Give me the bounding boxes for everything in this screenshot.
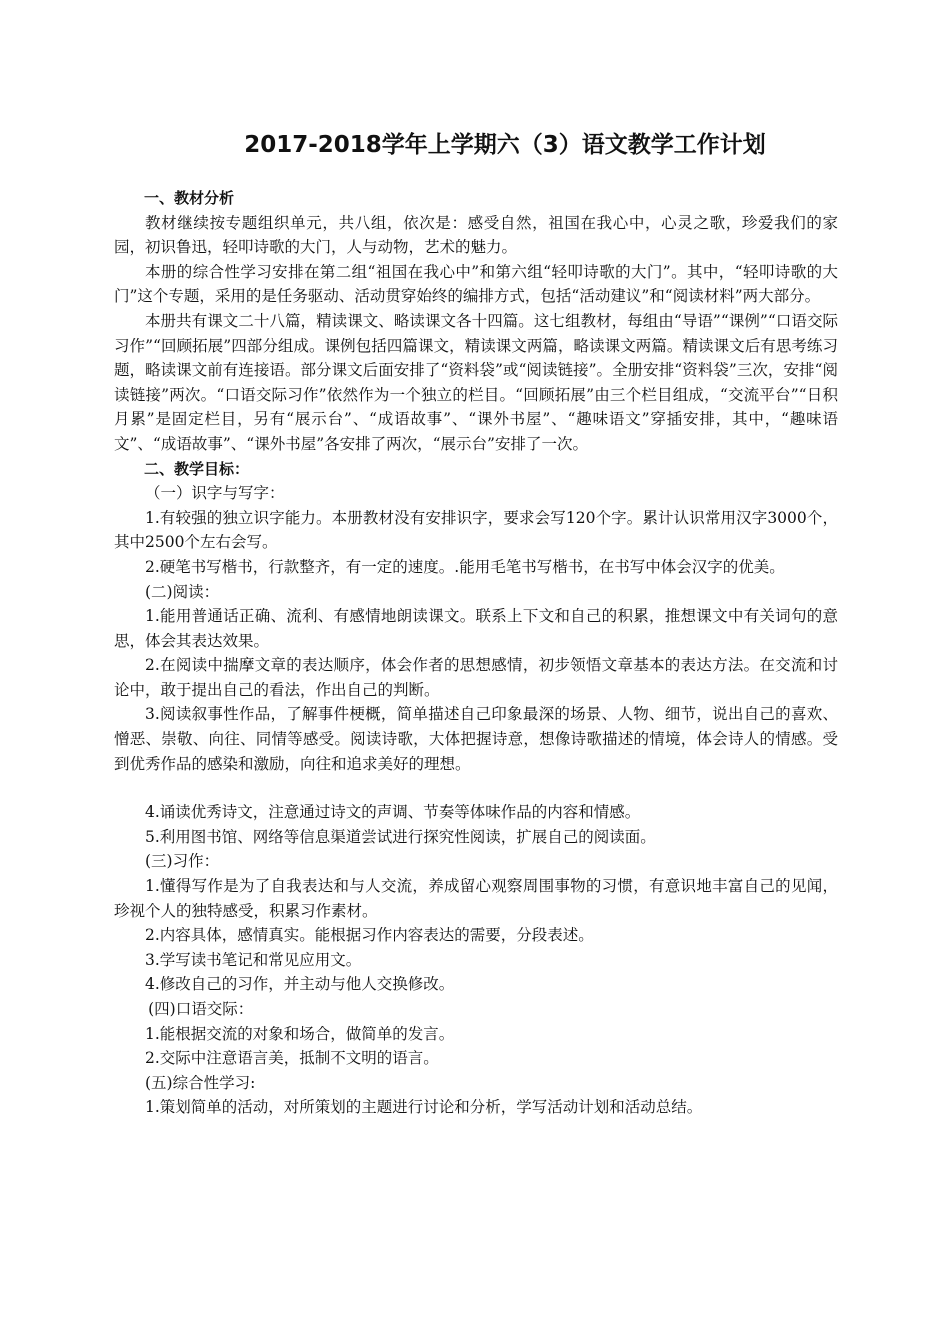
list-item: 1.懂得写作是为了自我表达和与人交流，养成留心观察周围事物的习惯，有意识地丰富自己的见闻，珍视个人的独特感受，积累习作素材。 bbox=[114, 877, 838, 920]
list-item: 2.在阅读中揣摩文章的表达顺序，体会作者的思想感情，初步领悟文章基本的表达方法。在交流和讨论中，敢于提出自己的看法，作出自己的判断。 bbox=[114, 656, 838, 699]
page-title: 2017-2018学年上学期六（3）语文教学工作计划 bbox=[244, 132, 766, 158]
subheading-literacy: （一）识字与写字： bbox=[145, 484, 285, 503]
list-item: 3.阅读叙事性作品，了解事件梗概，简单描述自己印象最深的场景、人物、细节，说出自己的喜欢、憎恶、崇敬、向往、同情等感受。阅读诗歌，大体把握诗意，想像诗歌描述的情境，体会诗人的情感。受到优秀作品的感染和激励，向往和追求美好的理想。 bbox=[114, 705, 838, 773]
subheading-oral: (四)口语交际： bbox=[148, 1000, 254, 1018]
list-item: 1.能根据交流的对象和场合，做简单的发言。 bbox=[145, 1024, 455, 1043]
list-item: 1.有较强的独立识字能力。本册教材没有安排识字，要求会写120个字。累计认识常用汉字3000个，其中2500个左右会写。 bbox=[114, 508, 838, 552]
list-item: 3.学写读书笔记和常见应用文。 bbox=[145, 950, 362, 969]
list-item: 4.修改自己的习作，并主动与他人交换修改。 bbox=[145, 975, 455, 994]
list-item: 4.诵读优秀诗文，注意通过诗文的声调、节奏等体味作品的内容和情感。 bbox=[145, 803, 641, 822]
subheading-reading: (二)阅读： bbox=[145, 582, 220, 601]
document-body bbox=[114, 186, 838, 1120]
list-item: 2.内容具体，感情真实。能根据习作内容表达的需要，分段表述。 bbox=[145, 926, 594, 945]
section-heading-goals: 二、教学目标： bbox=[144, 459, 250, 478]
list-item: 5.利用图书馆、网络等信息渠道尝试进行探究性阅读，扩展自己的阅读面。 bbox=[145, 827, 656, 846]
paragraph: 教材继续按专题组织单元，共八组，依次是：感受自然，祖国在我心中，心灵之歌，珍爱我们的家园，初识鲁迅，轻叩诗歌的大门，人与动物，艺术的魅力。 bbox=[114, 213, 838, 257]
paragraph: 本册共有课文二十八篇，精读课文、略读课文各十四篇。这七组教材，每组由“导语”“课例”“口语交际习作”“回顾拓展”四部分组成。课例包括四篇课文，精读课文两篇，略读课文两篇。精读课文后有思考练习题，略读课文前有连接语。部分课文后面安排了“资料袋”或“阅读链接”。全册安排“资料袋”三次，安排“阅读链接”两次。“口语交际习作”依然作为一个独立的栏目。“回顾拓展”由三个栏目组成，“交流平台”“日积月累”是固定栏目，另有“展示台”、“成语故事”、“课外书屋”、“趣味语文”穿插安排，其中，“趣味语文”、“成语故事”、“课外书屋”各安排了两次，“展示台”安排了一次。 bbox=[114, 311, 838, 453]
list-item: 1.策划简单的活动，对所策划的主题进行讨论和分析，学写活动计划和活动总结。 bbox=[145, 1098, 703, 1117]
blank-line bbox=[114, 776, 838, 800]
list-item: 2.硬笔书写楷书，行款整齐，有一定的速度。.能用毛笔书写楷书，在书写中体会汉字的优美。 bbox=[145, 557, 785, 576]
list-item: 2.交际中注意语言美，抵制不文明的语言。 bbox=[145, 1049, 439, 1068]
subheading-writing: (三)习作： bbox=[145, 852, 220, 871]
list-item: 1.能用普通话正确、流利、有感情地朗读课文。联系上下文和自己的积累，推想课文中有关词句的意思，体会其表达效果。 bbox=[114, 607, 838, 650]
section-heading-materials: 一、教材分析 bbox=[144, 189, 235, 207]
subheading-integrated: (五)综合性学习: bbox=[145, 1073, 256, 1092]
paragraph: 本册的综合性学习安排在第二组“祖国在我心中”和第六组“轻叩诗歌的大门”。其中，“轻叩诗歌的大门”这个专题，采用的是任务驱动、活动贯穿始终的编排方式，包括“活动建议”和“阅读材料”两大部分。 bbox=[114, 262, 838, 306]
